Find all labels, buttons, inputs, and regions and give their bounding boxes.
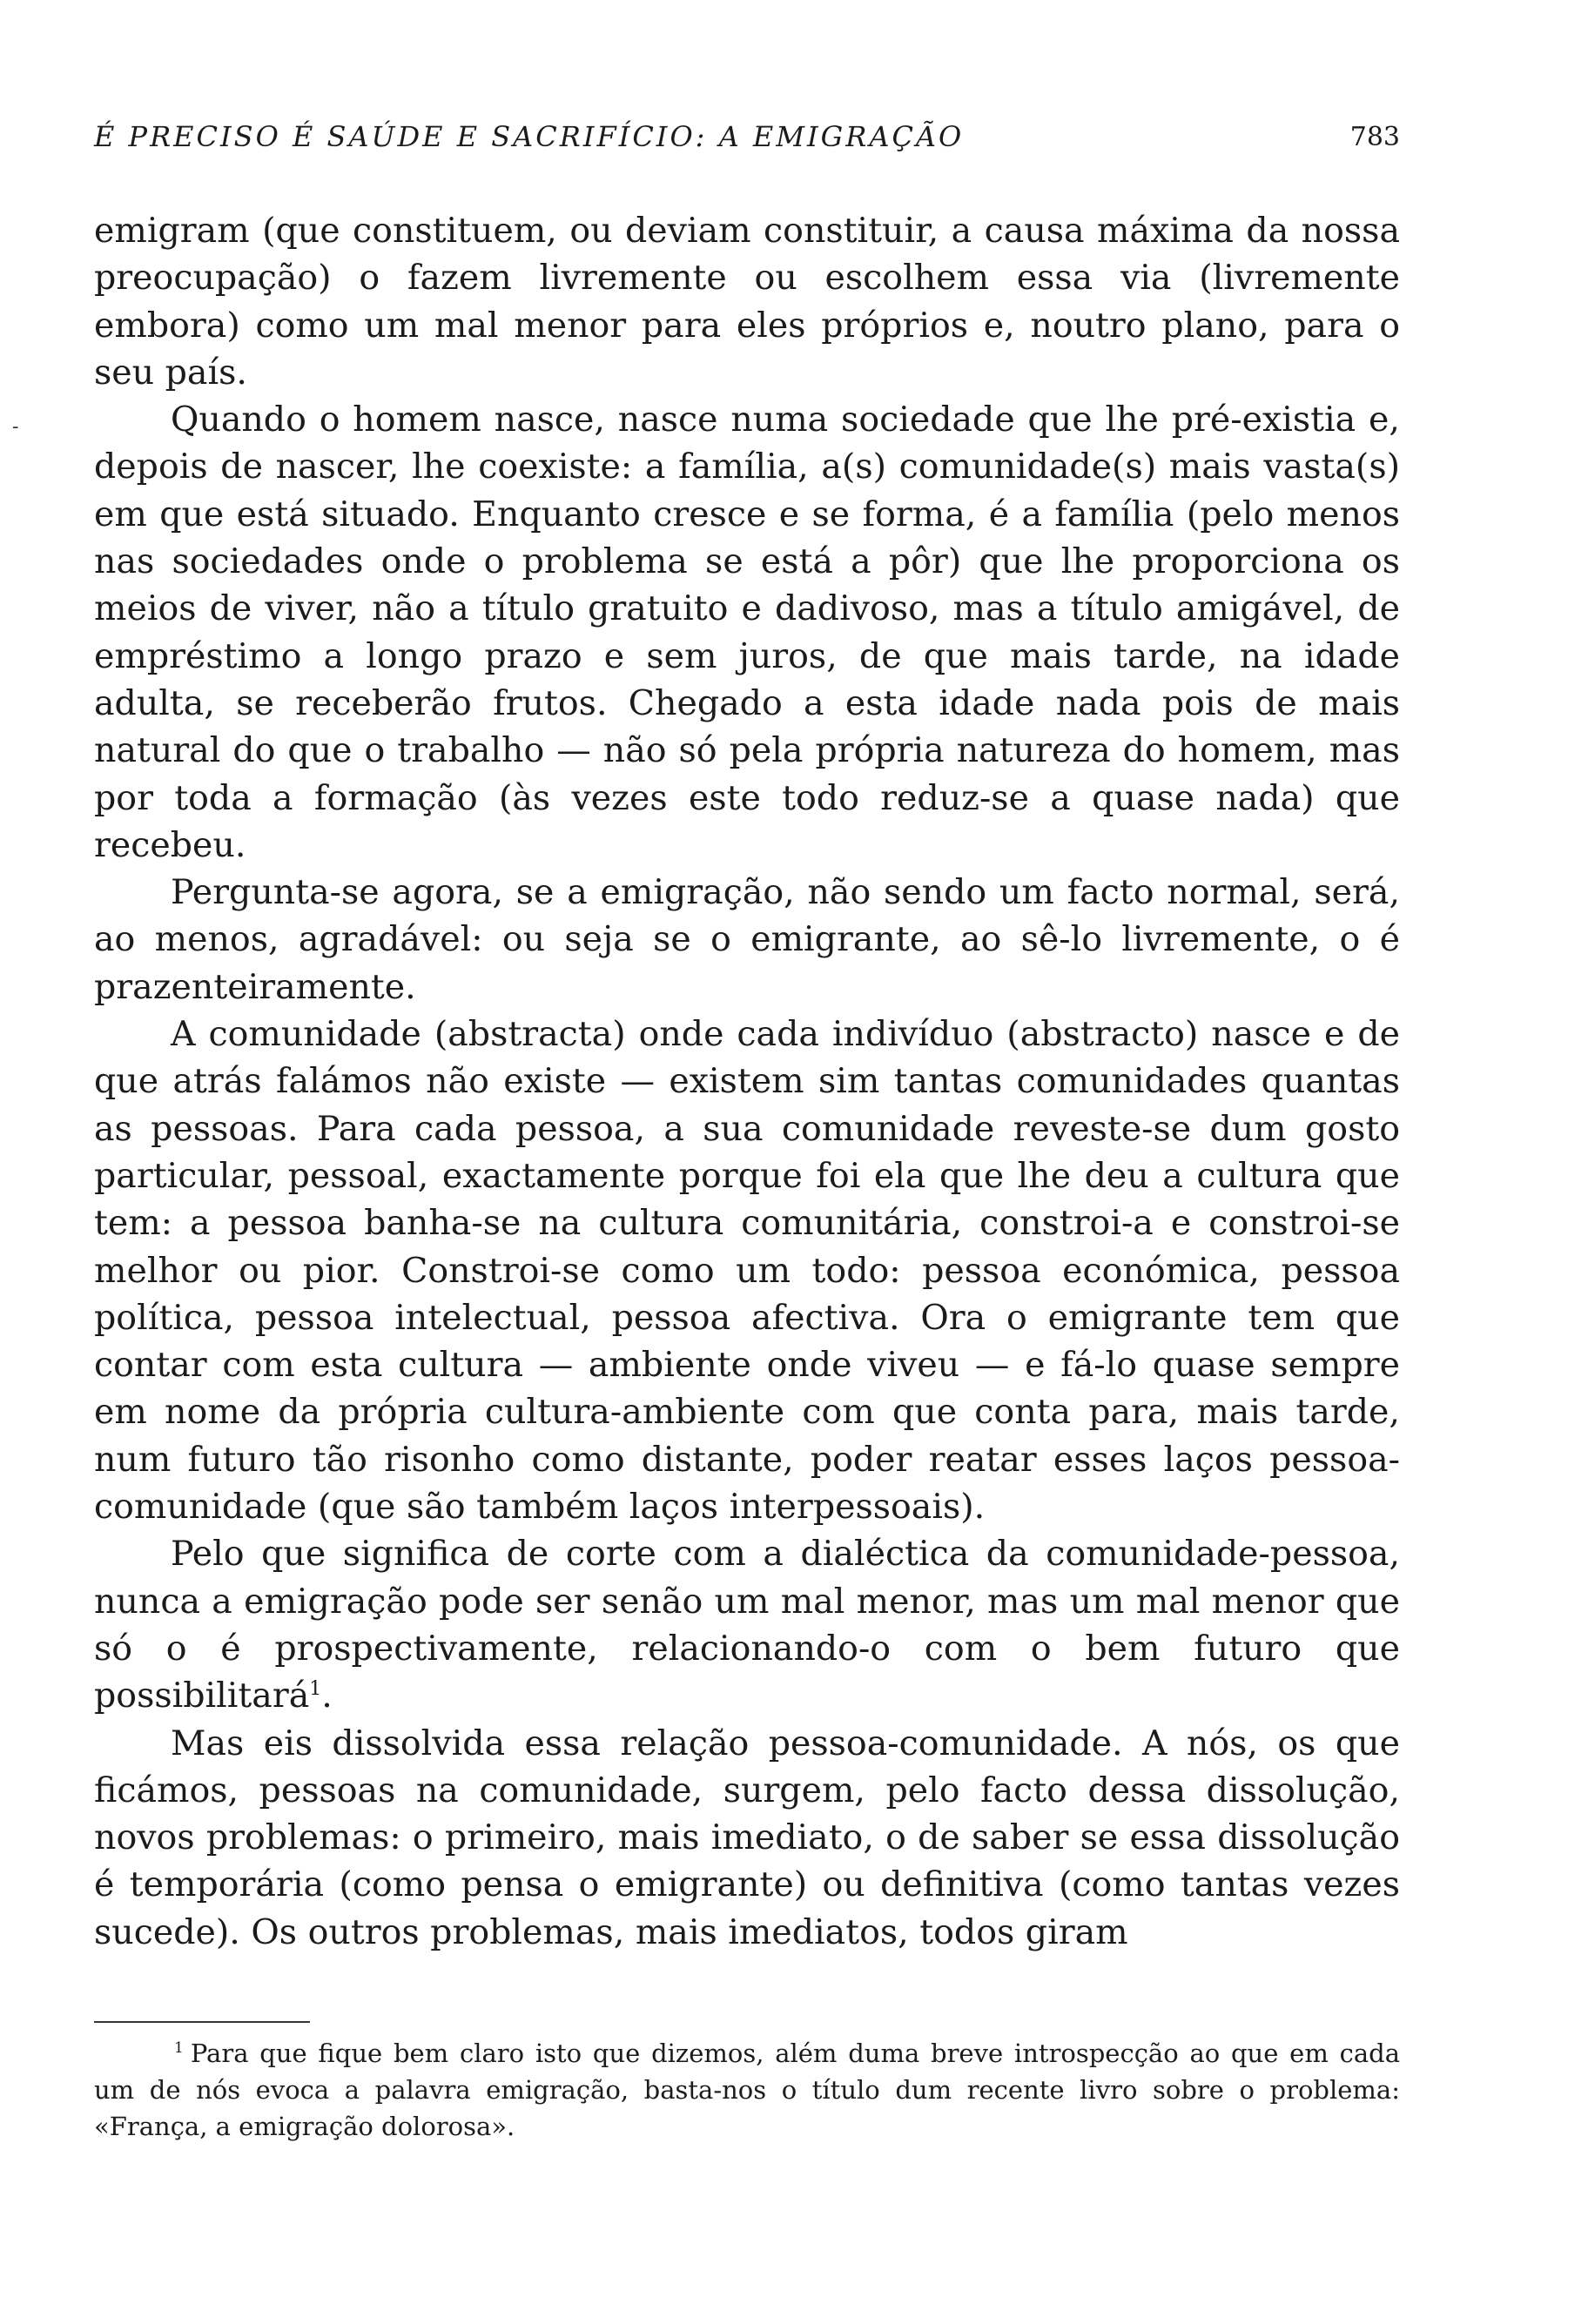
page-number: 783	[1349, 122, 1400, 152]
footnote-marker: 1	[174, 2039, 184, 2058]
paragraph-4: A comunidade (abstracta) onde cada indivíduo (abstracto) nasce e de que atrás falámos não existe — existem sim tantas comunidades quantas as pessoas. Para cada pessoa, a sua comunidade reveste-se dum gosto particular, pessoal, exactamente porque foi ela que lhe deu a cultura que tem: a pessoa banha-se na cultura comunitária, constroi-a e constroi-se melhor ou pior. Constroi-se como um todo: pessoa económica, pessoa política, pessoa intelectual, pessoa afectiva. Ora o emigrante tem que contar com esta cultura — ambiente onde viveu — e fá-lo quase sempre em nome da própria cultura-ambiente com que conta para, mais tarde, num futuro tão risonho como distante, poder reatar esses laços pessoa-comunidade (que são também laços interpessoais).	[94, 1014, 1400, 1528]
paragraph-6: Mas eis dissolvida essa relação pessoa-comunidade. A nós, os que ficámos, pessoas na comunidade, surgem, pelo facto dessa dissolução, novos problemas: o primeiro, mais imediato, o de saber se essa dissolução é temporária (como pensa o emigrante) ou definitiva (como tantas vezes sucede). Os outros problemas, mais imediatos, todos giram	[94, 1723, 1400, 1952]
main-text	[94, 207, 1400, 1956]
footnote-text: Para que fique bem claro isto que dizemos, além duma breve introspecção ao que em cada um de nós evoca a palavra emigração, basta-nos o título dum recente livro sobre o problema: «França, a emigração dolorosa».	[94, 2039, 1400, 2141]
footnote-reference[interactable]: 1	[309, 1678, 322, 1701]
running-head-title: É PRECISO É SAÚDE E SACRIFÍCIO: A EMIGRAÇÃO	[94, 120, 965, 153]
margin-mark: -	[12, 416, 19, 438]
running-header	[94, 113, 1400, 165]
paragraph-2: Quando o homem nasce, nasce numa sociedade que lhe pré-existia e, depois de nascer, lhe coexiste: a família, a(s) comunidade(s) mais vasta(s) em que está situado. Enquanto cresce e se forma, é a família (pelo menos nas sociedades onde o problema se está a pôr) que lhe proporciona os meios de viver, não a título gratuito e dadivoso, mas a título amigável, de empréstimo a longo prazo e sem juros, de que mais tarde, na idade adulta, se receberão frutos. Chegado a esta idade nada pois de mais natural do que o trabalho — não só pela própria natureza do homem, mas por toda a formação (às vezes este todo reduz-se a quase nada) que recebeu.	[94, 400, 1400, 865]
paragraph-1: emigram (que constituem, ou deviam constituir, a causa máxima da nossa preocupação) o fazem livremente ou escolhem essa via (livremente embora) como um mal menor para eles próprios e, noutro plano, para o seu país.	[94, 211, 1400, 393]
footnote-divider	[94, 2021, 310, 2023]
footnote-1	[94, 2035, 1400, 2145]
paragraph-5-end: .	[321, 1676, 333, 1716]
footnotes	[94, 2035, 1400, 2145]
paragraph-5	[94, 1530, 1400, 1719]
paragraph-3: Pergunta-se agora, se a emigração, não sendo um facto normal, será, ao menos, agradável: ou seja se o emigrante, ao sê-lo livremente, o é prazenteiramente.	[94, 872, 1400, 1007]
paragraph-5-text: Pelo que significa de corte com a dialéctica da comunidade-pessoa, nunca a emigração pode ser senão um mal menor, mas um mal menor que só o é prospectivamente, relacionando-o com o bem futuro que possibilitará	[94, 1534, 1400, 1716]
